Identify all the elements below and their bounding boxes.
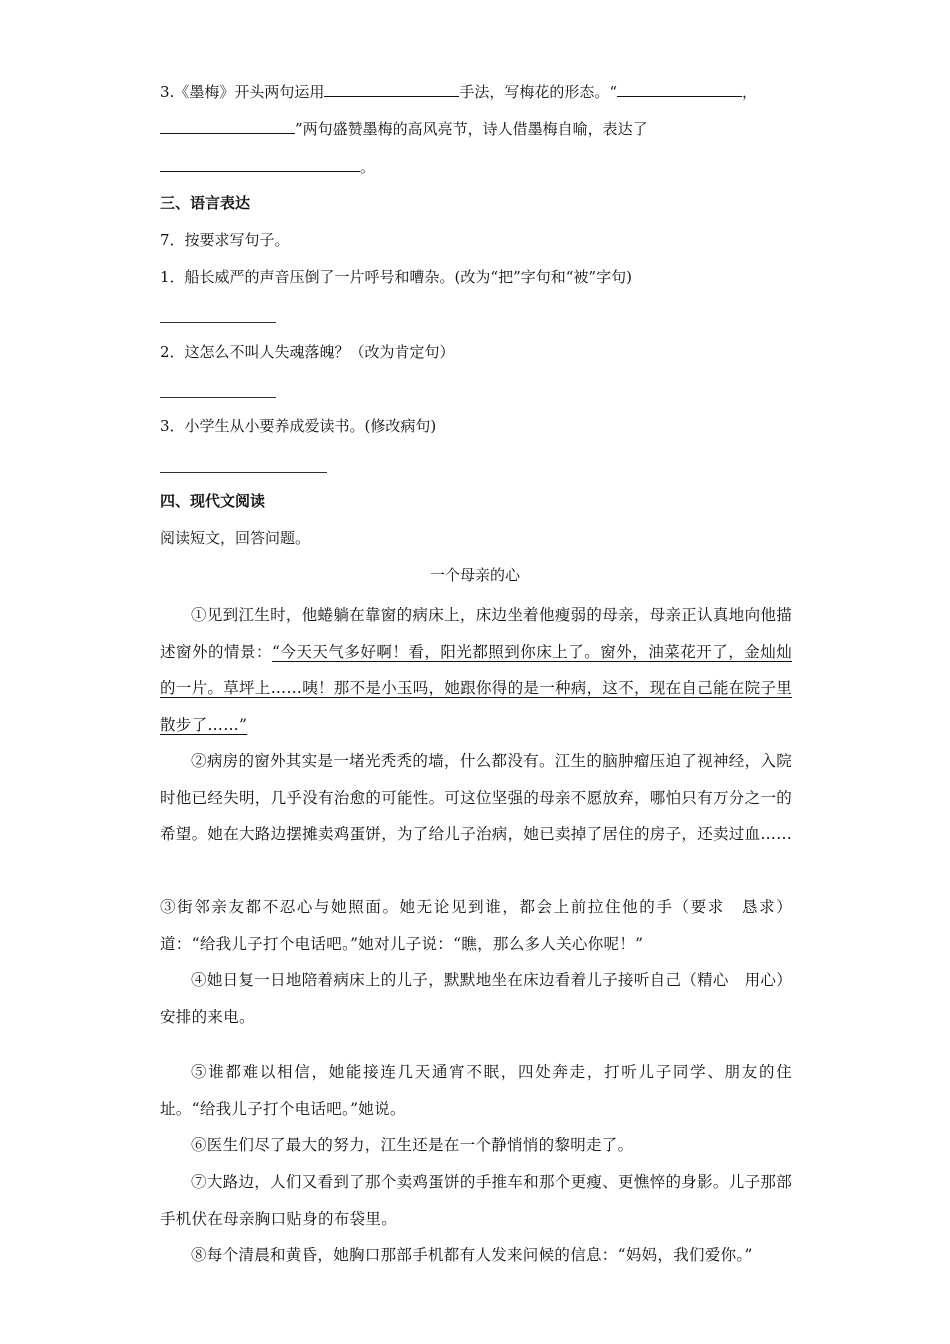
q3-text-3: ， <box>742 83 758 101</box>
paragraph-5: ⑤谁都难以相信，她能接连几天通宵不眠，四处奔走，打听儿子同学、朋友的住址。“给我儿子打个电话吧。”她说。 <box>160 1063 792 1118</box>
q3-blank-1[interactable] <box>324 80 459 97</box>
paragraph-6: ⑥医生们尽了最大的努力，江生还是在一个静悄悄的黎明走了。 <box>191 1136 634 1154</box>
paragraph-4: ④她日复一日地陪着病床上的儿子，默默地坐在床边看着儿子接听自己（精心 用心）安排的来电。 <box>160 971 792 1026</box>
q7-sentence-2: 2．这怎么不叫人失魂落魄？（改为肯定句） <box>160 343 455 361</box>
section3-heading: 三、语言表达 <box>160 194 251 212</box>
q3-text-4: ”两句盛赞墨梅的高风亮节，诗人借墨梅自喻，表达了 <box>295 120 648 138</box>
q3-text-5: 。 <box>360 158 376 176</box>
article-title: 一个母亲的心 <box>429 566 520 584</box>
paragraph-1-text: ①见到江生时，他蜷躺在靠窗的病床上，床边坐着他瘦弱的母亲，母亲正认真地向他描述窗外的情景： <box>160 606 792 661</box>
q7-prompt: 7．按要求写句子。 <box>160 231 290 249</box>
paragraph-8: ⑧每个清晨和黄昏，她胸口那部手机都有人发来问候的信息：“妈妈，我们爱你。” <box>191 1246 753 1264</box>
answer-line-2[interactable] <box>160 397 276 398</box>
underlined-passage: “今天天气多好啊！看，阳光都照到你床上了。窗外，油菜花开了，金灿灿的一片。草坪上……咦！那不是小玉吗，她跟你得的是一种病，这不，现在自己能在院子里散步了……” <box>160 642 793 734</box>
answer-line-1[interactable] <box>160 322 276 323</box>
paragraph-2: ②病房的窗外其实是一堵光秃秃的墙，什么都没有。江生的脑肿瘤压迫了视神经，入院时他已经失明，几乎没有治愈的可能性。可这位坚强的母亲不愿放弃，哪怕只有万分之一的希望。她在大路边摆摊卖鸡蛋饼，为了给儿子治病，她已卖掉了居住的房子，还卖过血…… <box>160 752 793 843</box>
q3-line-1 <box>160 80 757 103</box>
paragraph-3: ③街邻亲友都不忍心与她照面。她无论见到谁，都会上前拉住他的手（要求 恳求）道：“给我儿子打个电话吧。”她对儿子说：“瞧，那么多人关心你呢！” <box>160 898 792 953</box>
q7-sentence-1: 1．船长威严的声音压倒了一片呼号和嘈杂。(改为“把”字句和“被”字句) <box>160 268 632 286</box>
q3-line-2 <box>160 117 648 140</box>
answer-line-3[interactable] <box>160 472 327 473</box>
reading-instruction: 阅读短文，回答问题。 <box>160 529 311 547</box>
q3-blank-3[interactable] <box>160 117 295 134</box>
q3-blank-4[interactable] <box>160 155 360 172</box>
q3-text-2: 手法，写梅花的形态。“ <box>459 83 617 101</box>
q3-number: 3. <box>160 83 175 101</box>
section4-heading: 四、现代文阅读 <box>160 492 266 510</box>
paragraph-1 <box>160 597 792 743</box>
q3-line-3 <box>160 155 375 178</box>
paragraph-7: ⑦大路边，人们又看到了那个卖鸡蛋饼的手推车和那个更瘦、更憔悴的身影。儿子那部手机伏在母亲胸口贴身的布袋里。 <box>160 1173 792 1228</box>
q3-blank-2[interactable] <box>617 80 742 97</box>
q7-sentence-3: 3．小学生从小要养成爱读书。(修改病句) <box>160 417 437 435</box>
q3-text-1: 《墨梅》开头两句运用 <box>174 83 325 101</box>
